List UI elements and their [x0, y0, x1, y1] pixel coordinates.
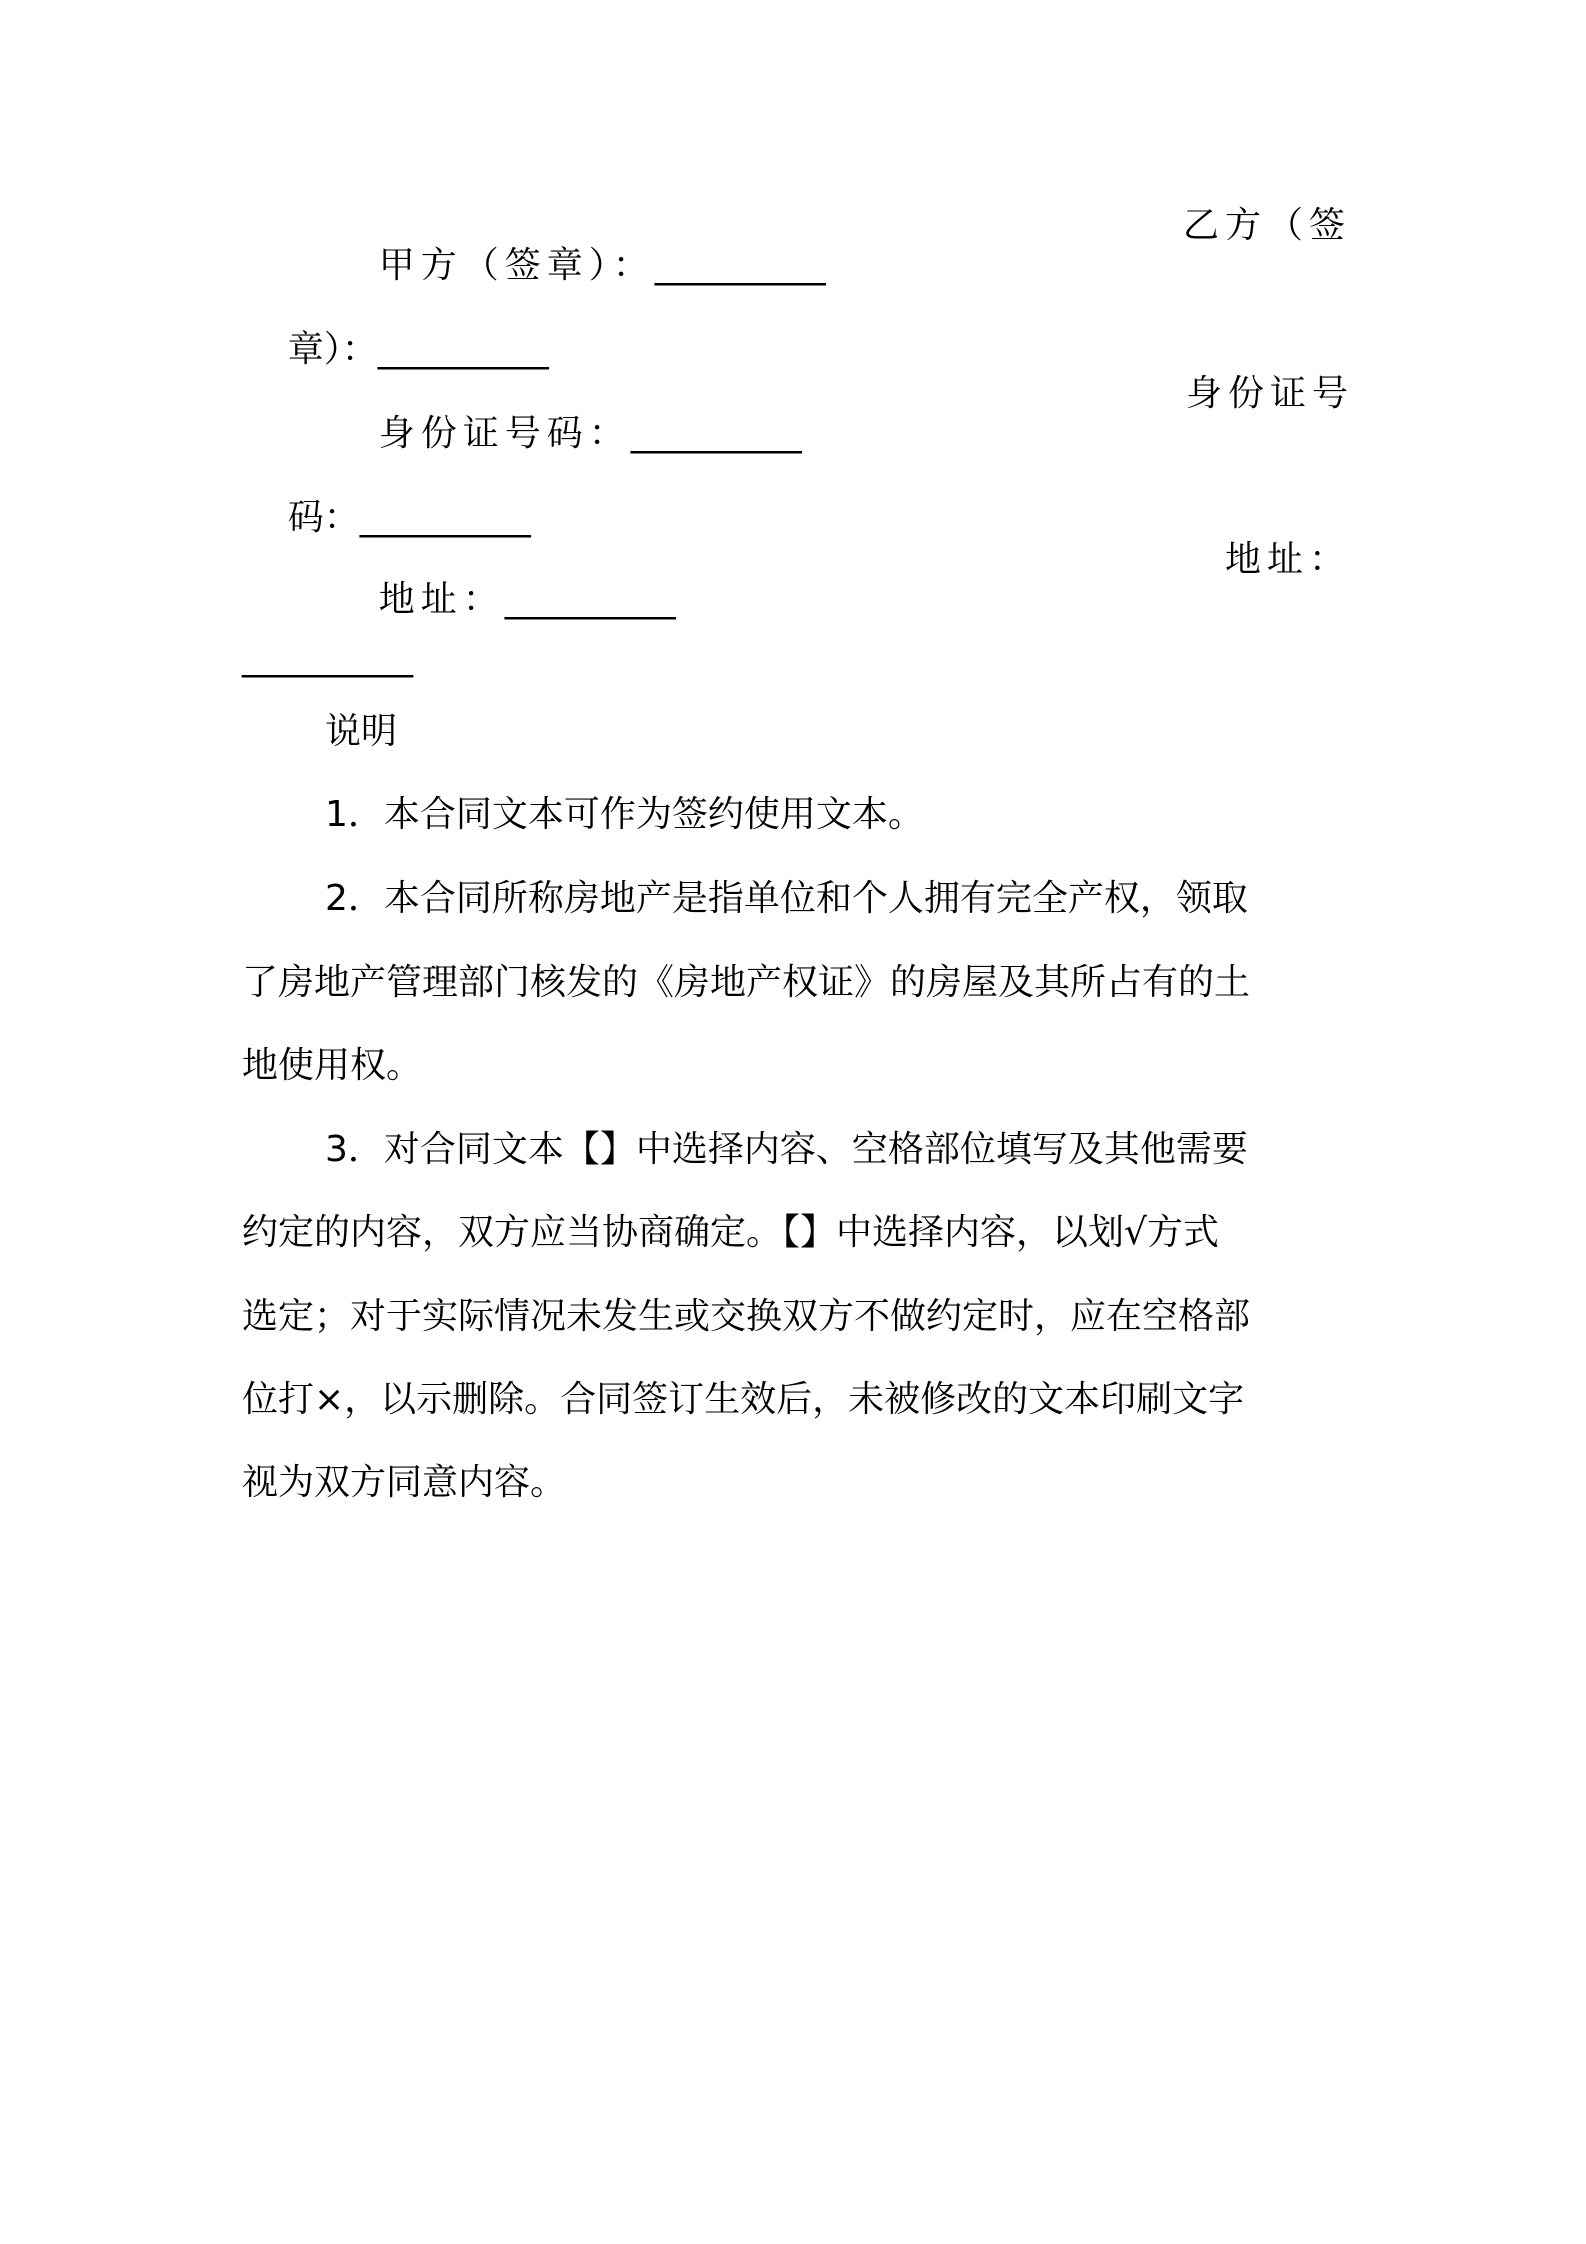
party-a-sign-label: 甲方（签章）： — [378, 245, 655, 286]
note-item-3-line-4: 位打×，以示删除。合同签订生效后，未被修改的文本印刷文字 — [242, 1379, 1245, 1420]
notes-heading: 说明 — [325, 711, 398, 752]
party-a-sign-blank: __________ — [654, 245, 825, 286]
party-b-sign-label-start: 乙方（签 — [1183, 205, 1352, 246]
party-b-addr-label: 地址： — [1225, 539, 1352, 580]
party-b-sign-blank: __________ — [377, 329, 548, 370]
party-a-id-label: 身份证号码： — [378, 413, 631, 454]
note-item-2-line-2: 了房地产管理部门核发的《房地产权证》的房屋及其所占有的土 — [242, 962, 1251, 1003]
party-b-id-blank: __________ — [359, 497, 530, 538]
party-a-addr-label: 地址： — [378, 579, 505, 620]
party-b-id-label-end: 码： — [287, 497, 360, 538]
party-b-sign-label-end: 章）： — [287, 329, 378, 370]
note-item-2-line-3: 地使用权。 — [242, 1045, 423, 1086]
note-item-3-line-5: 视为双方同意内容。 — [242, 1462, 567, 1503]
party-a-id-blank: __________ — [630, 413, 801, 454]
note-item-3-line-2: 约定的内容，双方应当协商确定。【】中选择内容，以划√方式 — [242, 1212, 1219, 1253]
note-item-1: 1．本合同文本可作为签约使用文本。 — [325, 794, 924, 835]
party-a-addr-blank: __________ — [504, 579, 675, 620]
note-item-3-line-3: 选定；对于实际情况未发生或交换双方不做约定时，应在空格部 — [242, 1296, 1251, 1337]
note-item-3-line-1: 3．对合同文本【】中选择内容、空格部位填写及其他需要 — [325, 1129, 1248, 1170]
party-b-addr-blank: __________ — [242, 637, 412, 678]
party-b-id-label-start: 身份证号 — [1186, 373, 1355, 414]
note-item-2-line-1: 2．本合同所称房地产是指单位和个人拥有完全产权，领取 — [325, 878, 1248, 919]
